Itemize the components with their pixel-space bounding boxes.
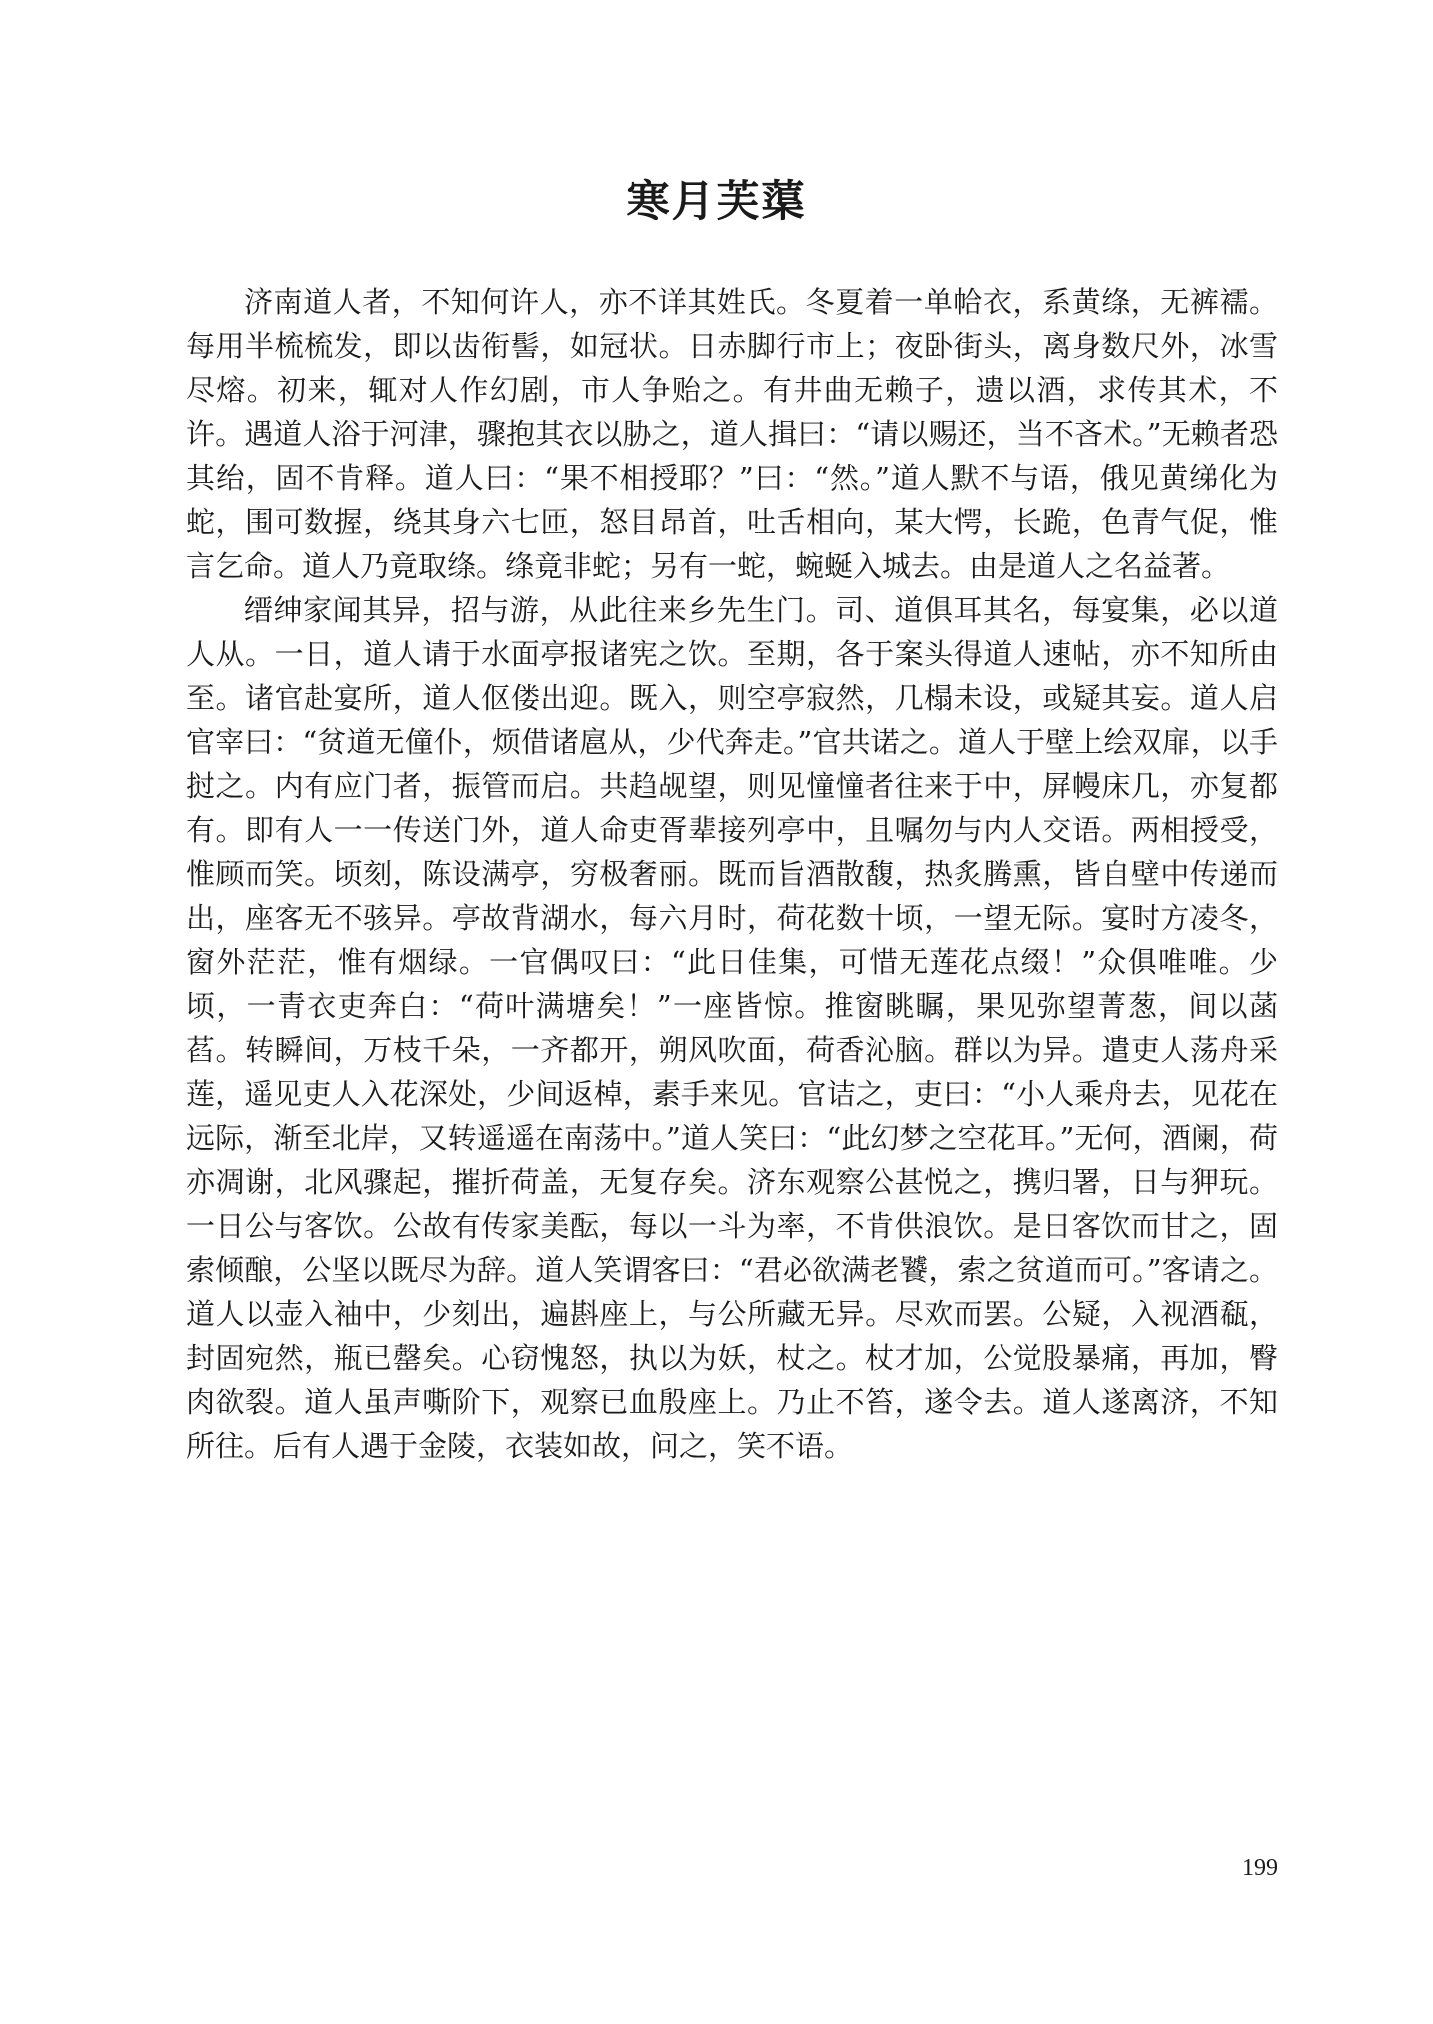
body-text [186,280,1278,1468]
page-number: 199 [1242,1855,1278,1881]
paragraph: 缙绅家闻其异，招与游，从此往来乡先生门。司、道俱耳其名，每宴集，必以道人从。一日，道人请于水面亭报诸宪之饮。至期，各于案头得道人速帖，亦不知所由至。诸官赴宴所，道人伛偻出迎。既入，则空亭寂然，几榻未设，或疑其妄。道人启官宰曰：“贫道无僮仆，烦借诸扈从，少代奔走。”官共诺之。道人于壁上绘双扉，以手挝之。内有应门者，振管而启。共趋觇望，则见憧憧者往来于中，屏幔床几，亦复都有。即有人一一传送门外，道人命吏胥辈接列亭中，且嘱勿与内人交语。两相授受，惟顾而笑。顷刻，陈设满亭，穷极奢丽。既而旨酒散馥，热炙腾熏，皆自壁中传递而出，座客无不骇异。亭故背湖水，每六月时，荷花数十顷，一望无际。宴时方凌冬，窗外茫茫，惟有烟绿。一官偶叹曰：“此日佳集，可惜无莲花点缀！”众俱唯唯。少顷，一青衣吏奔白：“荷叶满塘矣！”一座皆惊。推窗眺瞩，果见弥望菁葱，间以菡萏。转瞬间，万枝千朵，一齐都开，朔风吹面，荷香沁脑。群以为异。遣吏人荡舟采莲，遥见吏人入花深处，少间返棹，素手来见。官诘之，吏曰：“小人乘舟去，见花在远际，渐至北岸，又转遥遥在南荡中。”道人笑曰：“此幻梦之空花耳。”无何，酒阑，荷亦凋谢，北风骤起，摧折荷盖，无复存矣。济东观察公甚悦之，携归署，日与狎玩。一日公与客饮。公故有传家美酝，每以一斗为率，不肯供浪饮。是日客饮而甘之，固索倾酿，公坚以既尽为辞。道人笑谓客曰：“君必欲满老饕，索之贫道而可。”客请之。道人以壶入袖中，少刻出，遍斟座上，与公所藏无异。尽欢而罢。公疑，入视酒瓻，封固宛然，瓶已罄矣。心窃愧怒，执以为妖，杖之。杖才加，公觉股暴痛，再加，臀肉欲裂。道人虽声嘶阶下，观察已血殷座上。乃止不笞，遂令去。道人遂离济，不知所往。后有人遇于金陵，衣装如故，问之，笑不语。 [186,593,1278,1463]
paragraph: 济南道人者，不知何许人，亦不详其姓氏。冬夏着一单帢衣，系黄绦，无裤襦。每用半梳梳发，即以齿衔髻，如冠状。日赤脚行市上；夜卧街头，离身数尺外，冰雪尽熔。初来，辄对人作幻剧，市人争贻之。有井曲无赖子，遗以酒，求传其术，不许。遇道人浴于河津，骤抱其衣以胁之，道人揖曰：“请以赐还，当不吝术。”无赖者恐其绐，固不肯释。道人曰：“果不相授耶？”曰：“然。”道人默不与语，俄见黄绨化为蛇，围可数握，绕其身六七匝，怒目昂首，吐舌相向，某大愕，长跪，色青气促，惟言乞命。道人乃竟取绦。绦竟非蛇；另有一蛇，蜿蜒入城去。由是道人之名益著。 [186,285,1278,583]
page-title: 寒月芙蕖 [626,177,807,227]
